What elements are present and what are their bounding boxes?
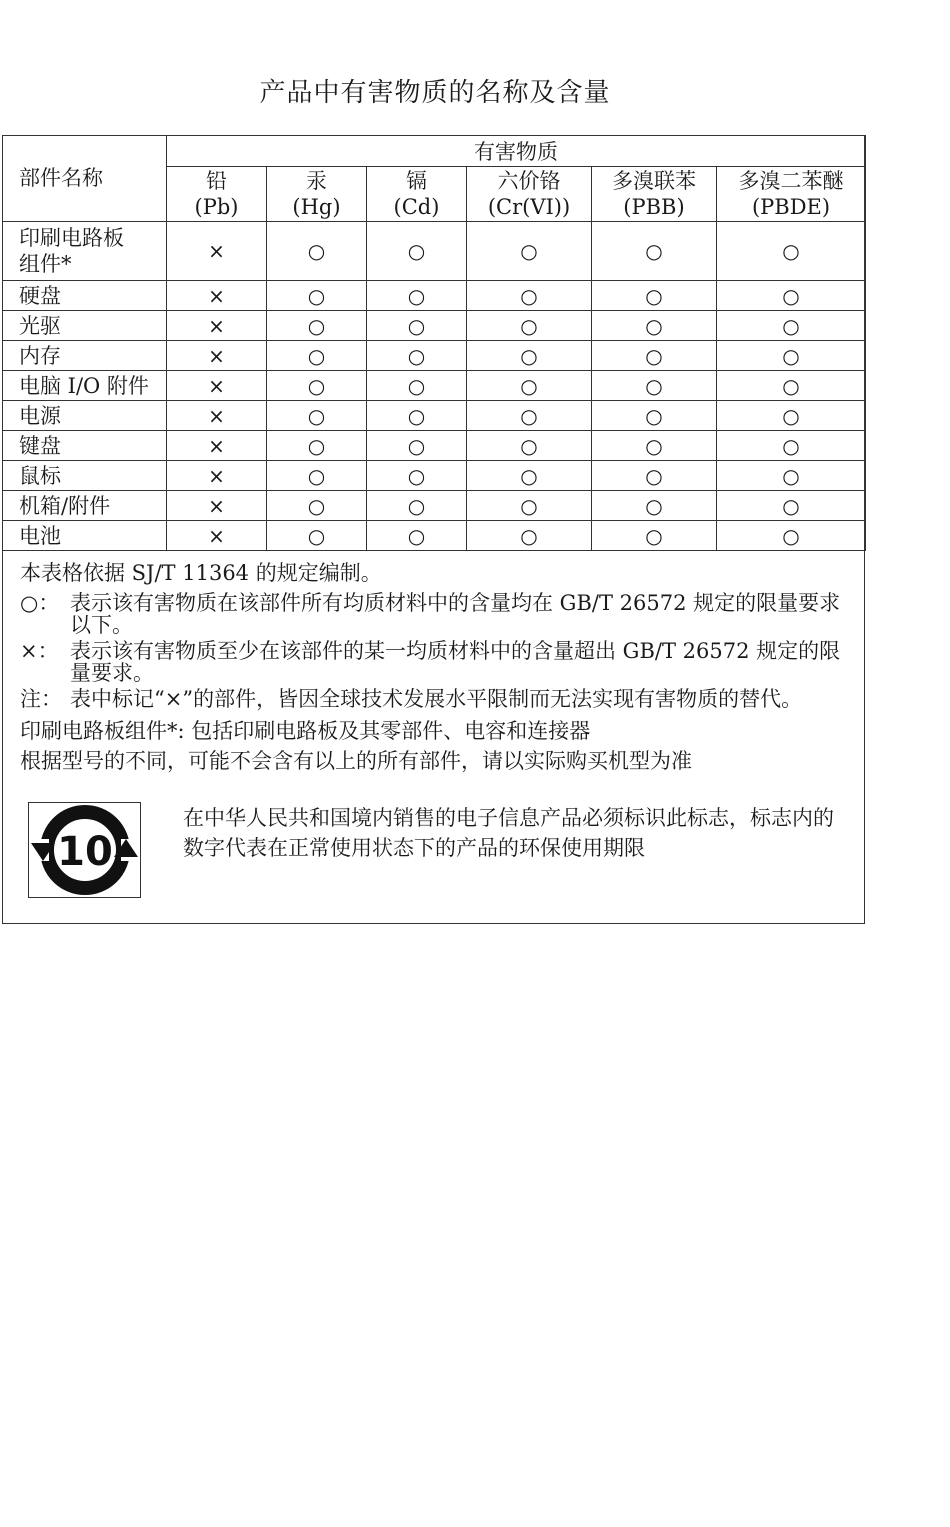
substance-status-cell: ○: [367, 521, 467, 551]
substance-name: 六价铬: [497, 169, 561, 193]
table-row: [3, 491, 866, 521]
table-row: [3, 281, 866, 311]
part-name-line: 印刷电路板: [19, 226, 124, 250]
substance-status-cell: ○: [717, 431, 866, 461]
substance-status-cell: ○: [367, 222, 467, 281]
part-name-line: 组件*: [19, 252, 72, 276]
substance-status-cell: ○: [717, 401, 866, 431]
substance-status-cell: ○: [467, 371, 592, 401]
substance-status-cell: ○: [267, 491, 367, 521]
substance-status-cell: ○: [467, 222, 592, 281]
remark-note: [20, 688, 855, 710]
substance-status-cell: ○: [717, 222, 866, 281]
part-name: [3, 521, 167, 551]
table-row: [3, 521, 866, 551]
substance-status-cell: ○: [267, 521, 367, 551]
substance-status-cell: ×: [167, 371, 267, 401]
substance-status-cell: ×: [167, 401, 267, 431]
substance-status-cell: ○: [267, 401, 367, 431]
substance-symbol: (PBB): [623, 195, 685, 219]
part-name: [3, 281, 167, 311]
page-title: 产品中有害物质的名称及含量: [259, 78, 611, 108]
substance-status-cell: ○: [467, 461, 592, 491]
substance-header: [592, 167, 717, 222]
efup-logo: [28, 802, 141, 898]
substance-status-cell: ○: [367, 401, 467, 431]
substance-symbol: (Pb): [194, 195, 239, 219]
substance-status-cell: ○: [267, 341, 367, 371]
substance-status-cell: ○: [592, 311, 717, 341]
remark-note-mark: 注：: [20, 687, 62, 711]
substance-status-cell: ○: [367, 431, 467, 461]
substance-status-cell: ○: [267, 222, 367, 281]
substance-status-cell: ○: [592, 371, 717, 401]
efup-number: 10: [57, 829, 113, 875]
part-name-line: 硬盘: [19, 283, 61, 308]
substance-status-cell: ×: [167, 491, 267, 521]
substance-name: 汞: [306, 169, 327, 193]
part-name-line: 电脑 I/O 附件: [19, 373, 149, 398]
substance-status-cell: ○: [592, 431, 717, 461]
substance-status-cell: ○: [267, 461, 367, 491]
pcba-note: 印刷电路板组件*: 包括印刷电路板及其零部件、电容和连接器: [20, 719, 591, 743]
part-name-line: 机箱/附件: [19, 493, 111, 518]
substance-status-cell: ○: [267, 311, 367, 341]
substance-status-cell: ×: [167, 341, 267, 371]
substance-status-cell: ○: [467, 311, 592, 341]
substance-header: [717, 167, 866, 222]
substance-status-cell: ○: [367, 341, 467, 371]
hazardous-substances-table: [2, 135, 866, 551]
substance-symbol: (PBDE): [751, 195, 831, 219]
part-name: [3, 371, 167, 401]
substance-status-cell: ○: [367, 461, 467, 491]
substance-status-cell: ○: [592, 521, 717, 551]
substance-header: [267, 167, 367, 222]
substance-header: [167, 167, 267, 222]
cross-legend-text: 表示该有害物质至少在该部件的某一均质材料中的含量超出 GB/T 26572 规定的限量要求。: [70, 639, 841, 685]
part-name: [3, 401, 167, 431]
table-row: [3, 341, 866, 371]
table-row: [3, 311, 866, 341]
part-name: [3, 222, 167, 281]
substance-status-cell: ×: [167, 521, 267, 551]
substance-name: 铅: [206, 169, 227, 193]
substance-status-cell: ○: [367, 281, 467, 311]
part-name: [3, 311, 167, 341]
model-note: 根据型号的不同，可能不会含有以上的所有部件，请以实际购买机型为准: [20, 749, 692, 773]
part-name-line: 光驱: [19, 313, 61, 338]
table-row: [3, 431, 866, 461]
substance-status-cell: ○: [467, 341, 592, 371]
substance-status-cell: ○: [717, 521, 866, 551]
substance-status-cell: ×: [167, 461, 267, 491]
notes-section: [20, 562, 855, 780]
substance-status-cell: ○: [717, 281, 866, 311]
substance-status-cell: ○: [717, 371, 866, 401]
substance-status-cell: ○: [592, 222, 717, 281]
substance-symbol: (Cr(VI)): [487, 195, 571, 219]
table-row: [3, 371, 866, 401]
substance-status-cell: ○: [717, 491, 866, 521]
substance-status-cell: ○: [717, 461, 866, 491]
circle-legend-text: 表示该有害物质在该部件所有均质材料中的含量均在 GB/T 26572 规定的限量要求以下。: [70, 591, 841, 637]
table-row: [3, 401, 866, 431]
substance-status-cell: ○: [592, 341, 717, 371]
standard-note: 本表格依据 SJ/T 11364 的规定编制。: [20, 561, 382, 585]
substance-header: [367, 167, 467, 222]
substance-status-cell: ○: [467, 491, 592, 521]
substance-status-cell: ○: [592, 281, 717, 311]
substance-status-cell: ○: [267, 371, 367, 401]
substance-status-cell: ×: [167, 431, 267, 461]
substance-status-cell: ○: [717, 311, 866, 341]
cross-legend-mark: ×：: [20, 639, 59, 663]
substance-status-cell: ○: [467, 281, 592, 311]
substance-status-cell: ○: [367, 311, 467, 341]
circle-legend: [20, 592, 855, 636]
substance-name: 多溴二苯醚: [738, 169, 844, 193]
substance-name: 多溴联苯: [612, 169, 696, 193]
substance-symbol: (Hg): [292, 195, 341, 219]
part-name: [3, 431, 167, 461]
substance-status-cell: ○: [592, 491, 717, 521]
substance-status-cell: ○: [367, 491, 467, 521]
substance-header: [467, 167, 592, 222]
logo-description: 在中华人民共和国境内销售的电子信息产品必须标识此标志，标志内的数字代表在正常使用状态下的产品的环保使用期限: [183, 806, 834, 860]
substance-status-cell: ×: [167, 311, 267, 341]
cross-legend: [20, 640, 855, 684]
substance-status-cell: ○: [367, 371, 467, 401]
substance-name: 镉: [406, 169, 427, 193]
part-name-header: 部件名称: [3, 136, 167, 222]
part-name: [3, 491, 167, 521]
part-name-line: 内存: [19, 343, 61, 368]
part-name-line: 键盘: [19, 433, 61, 458]
part-name: [3, 341, 167, 371]
circle-legend-mark: ○：: [20, 591, 60, 615]
substance-status-cell: ○: [592, 461, 717, 491]
substance-status-cell: ○: [267, 281, 367, 311]
substance-symbol: (Cd): [393, 195, 440, 219]
substance-status-cell: ○: [592, 401, 717, 431]
substance-status-cell: ○: [467, 431, 592, 461]
table-row: [3, 461, 866, 491]
substance-status-cell: ○: [467, 521, 592, 551]
recycle-arrows-icon: [29, 803, 140, 897]
substance-status-cell: ○: [717, 341, 866, 371]
part-name: [3, 461, 167, 491]
remark-note-text: 表中标记“×”的部件，皆因全球技术发展水平限制而无法实现有害物质的替代。: [70, 687, 803, 711]
substance-status-cell: ○: [467, 401, 592, 431]
substance-status-cell: ○: [267, 431, 367, 461]
part-name-line: 电源: [19, 403, 61, 428]
substance-status-cell: ×: [167, 281, 267, 311]
part-name-line: 电池: [19, 523, 61, 548]
table-row: [3, 222, 866, 281]
substance-status-cell: ×: [167, 222, 267, 281]
hazardous-substances-header: 有害物质: [167, 136, 866, 167]
part-name-line: 鼠标: [19, 463, 61, 488]
